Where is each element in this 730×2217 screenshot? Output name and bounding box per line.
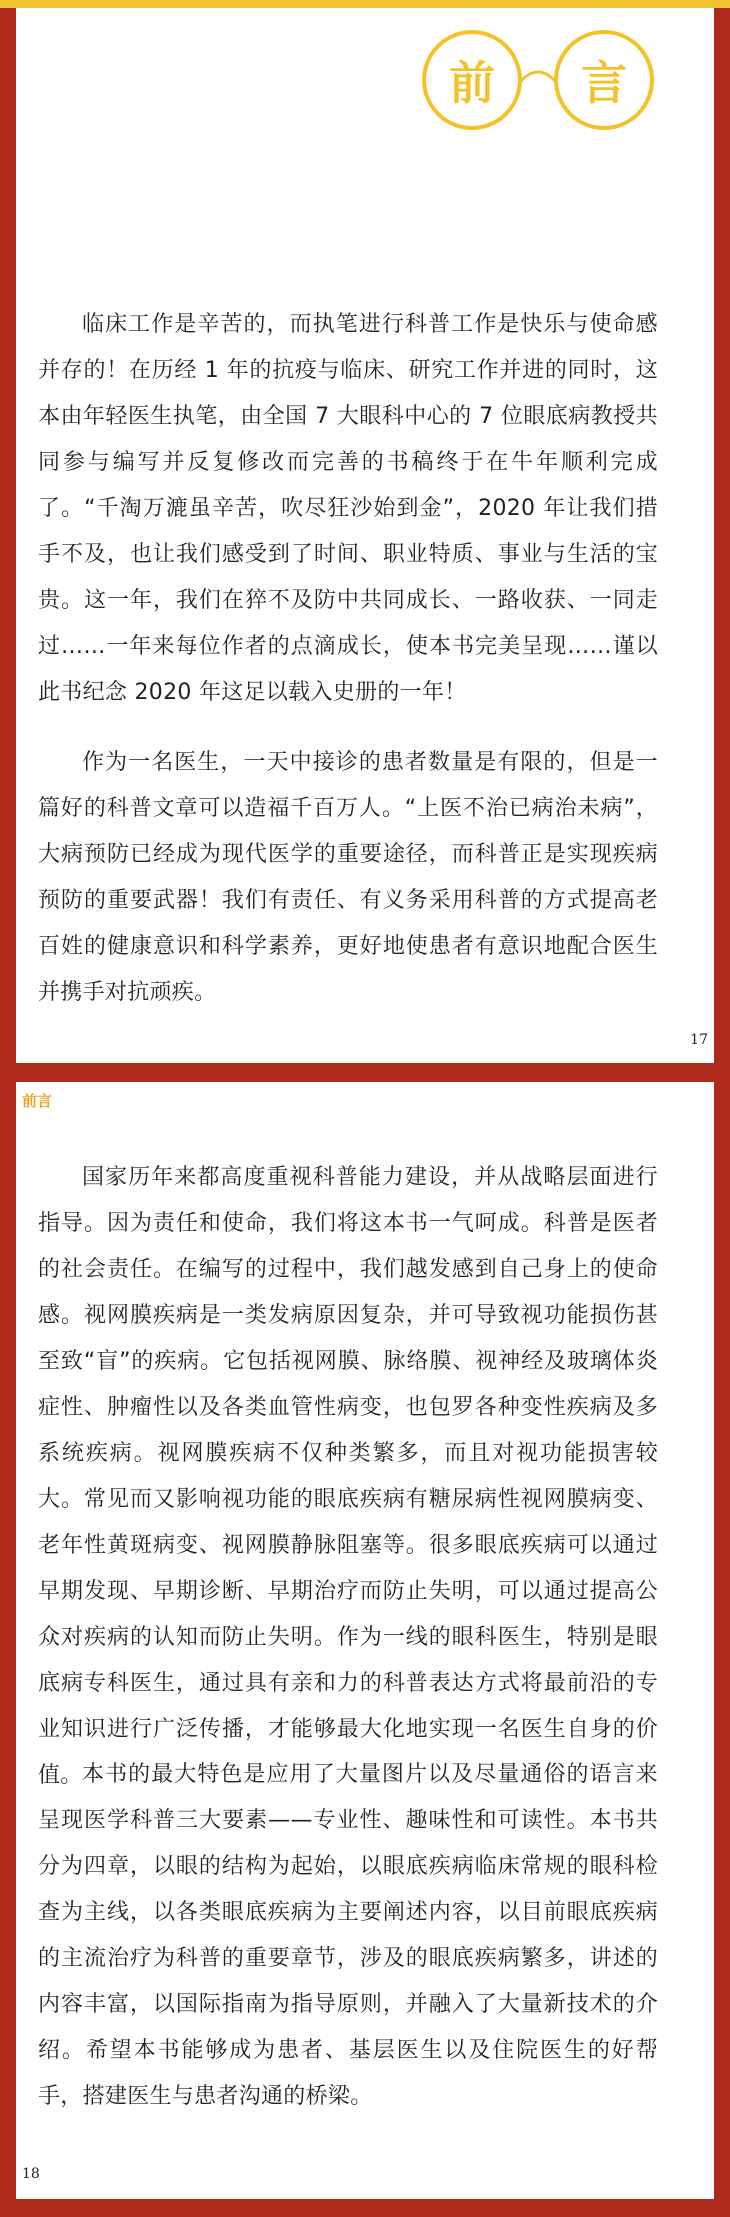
- paragraph-1: 临床工作是辛苦的，而执笔进行科普工作是快乐与使命感并存的！在历经 1 年的抗疫与临床、研究工作并进的同时，这本由年轻医生执笔，由全国 7 大眼科中心的 7 位眼底病教授共同参与编写并反复修改而完善的书稿终于在牛年顺利完成了。“千淘万漉虽辛苦，吹尽狂沙始到金”，2020 年让我们措手不及，也让我们感受到了时间、职业特质、事业与生活的宝贵。这一年，我们在猝不及防中共同成长、一路收获、一同走过……一年来每位作者的点滴成长，使本书完美呈现……谨以此书纪念 2020 年这足以载入史册的一年！: [38, 312, 658, 705]
- paragraph-4: 本书的最大特色是应用了大量图片以及尽量通俗的语言来呈现医学科普三大要素——专业性、趣味性和可读性。本书共分为四章，以眼的结构为起始，以眼底疾病临床常规的眼科检查为主线，以各类眼底疾病为主要阐述内容，以目前眼底疾病的主流治疗为科普的重要章节，涉及的眼底疾病繁多，讲述的内容丰富，以国际指南为指导原则，并融入了大量新技术的介绍。希望本书能够成为患者、基层医生以及住院医生的好帮手，搭建医生与患者沟通的桥梁。: [38, 1762, 658, 2109]
- paragraph-2: 作为一名医生，一天中接诊的患者数量是有限的，但是一篇好的科普文章可以造福千百万人。“上医不治已病治未病”，大病预防已经成为现代医学的重要途径，而科普正是实现疾病预防的重要武器！我们有责任、有义务采用科普的方式提高老百姓的健康意识和科学素养，更好地使患者有意识地配合医生并携手对抗顽疾。: [38, 750, 658, 1005]
- title-circle-right: 言: [554, 30, 654, 130]
- top-accent-strip: [0, 0, 730, 8]
- paragraph-3: 国家历年来都高度重视科普能力建设，并从战略层面进行指导。因为责任和使命，我们将这本书一气呵成。科普是医者的社会责任。在编写的过程中，我们越发感到自己身上的使命感。视网膜疾病是一类发病原因复杂，并可导致视功能损伤甚至致“盲”的疾病。它包括视网膜、脉络膜、视神经及玻璃体炎症性、肿瘤性以及各类血管性病变，也包罗各种变性疾病及多系统疾病。视网膜疾病不仅种类繁多，而且对视功能损害较大。常见而又影响视功能的眼底疾病有糖尿病性视网膜病变、老年性黄斑病变、视网膜静脉阻塞等。很多眼底疾病可以通过早期发现、早期诊断、早期治疗而防止失明，可以通过提高公众对疾病的认知而防止失明。作为一线的眼科医生，特别是眼底病专科医生，通过具有亲和力的科普表达方式将最前沿的专业知识进行广泛传播，才能够最大化地实现一名医生自身的价值。: [38, 1165, 658, 1788]
- title-connector-icon: [518, 68, 558, 92]
- page-number-18: 18: [22, 2166, 40, 2182]
- running-header: 前言: [22, 1092, 53, 1110]
- preface-title: [422, 30, 654, 144]
- page-number-17: 17: [690, 1032, 708, 1048]
- title-circle-left: 前: [422, 30, 522, 130]
